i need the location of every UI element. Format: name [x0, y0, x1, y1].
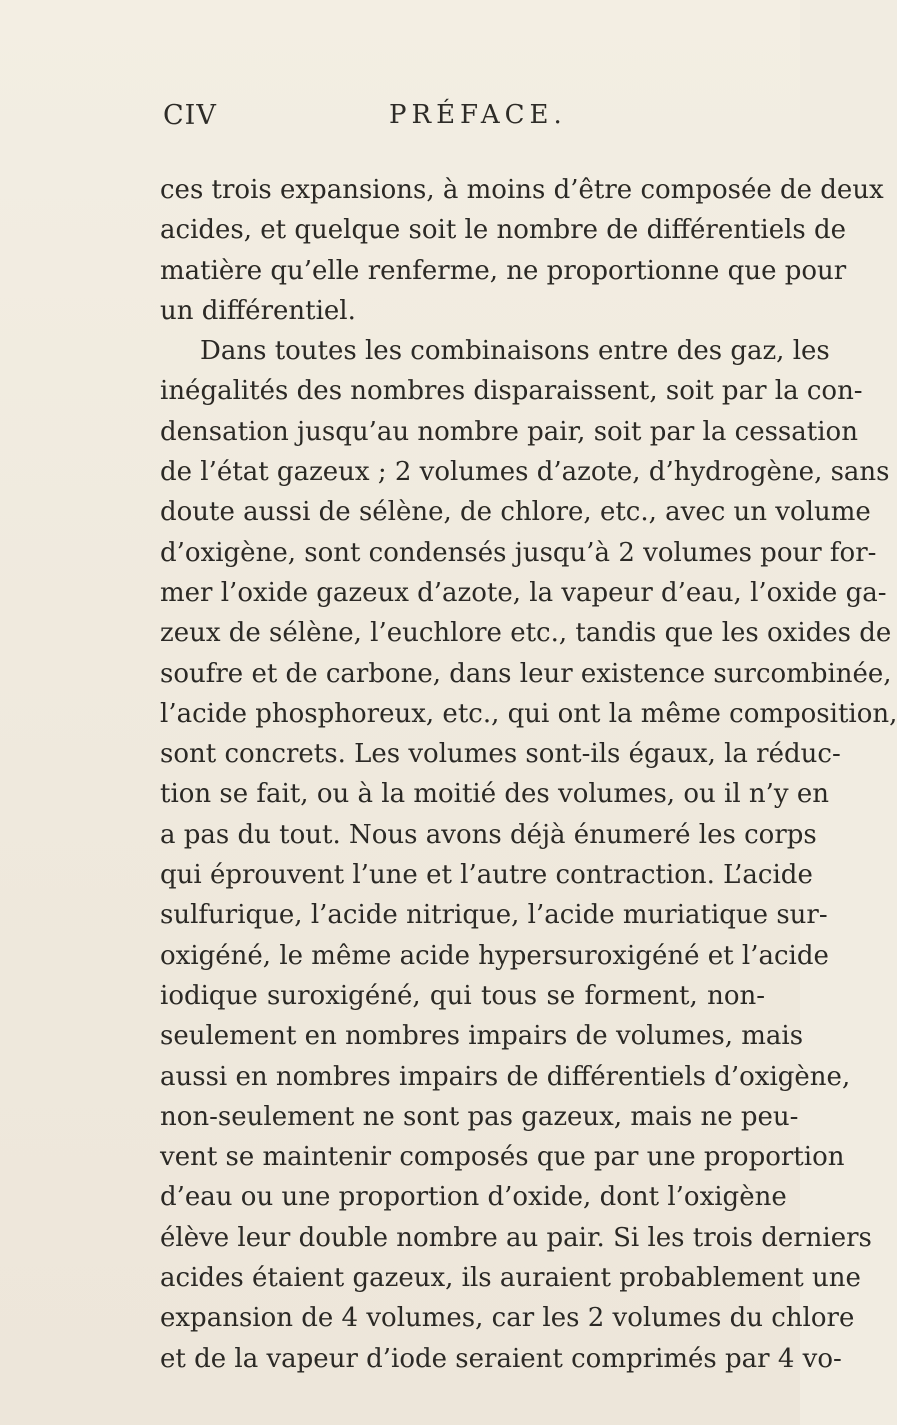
text-line: ces trois expansions, à moins d’être composée de deux: [160, 175, 884, 205]
text-line: un différentiel.: [160, 295, 356, 326]
text-line: soufre et de carbone, dans leur existence surcombinée,: [160, 658, 892, 689]
body-text: [160, 170, 897, 1379]
text-line: matière qu’elle renferme, ne proportionne que pour: [160, 255, 847, 286]
text-line: qui éprouvent l’une et l’autre contraction. L’acide: [160, 860, 813, 891]
text-line: expansion de 4 volumes, car les 2 volumes du chlore: [160, 1303, 855, 1334]
text-line: densation jusqu’au nombre pair, soit par la cessation: [160, 416, 858, 447]
text-line: d’eau ou une proportion d’oxide, dont l’oxigène: [160, 1182, 787, 1213]
text-line: acides étaient gazeux, ils auraient probablement une: [160, 1263, 861, 1294]
text-line: a pas du tout. Nous avons déjà énumeré les corps: [160, 819, 817, 850]
text-line: mer l’oxide gazeux d’azote, la vapeur d’eau, l’oxide ga-: [160, 577, 887, 608]
text-line: Dans toutes les combinaisons entre des gaz, les: [200, 336, 830, 367]
text-line: de l’état gazeux ; 2 volumes d’azote, d’hydrogène, sans: [160, 457, 890, 488]
page-number: CIV: [163, 100, 217, 131]
text-line: sont concrets. Les volumes sont-ils égaux, la réduc-: [160, 739, 841, 770]
text-line: et de la vapeur d’iode seraient comprimés par 4 vo-: [160, 1343, 842, 1374]
text-line: iodique suroxigéné, qui tous se forment, non-: [160, 980, 765, 1011]
text-line: oxigéné, le même acide hypersuroxigéné et l’acide: [160, 940, 829, 971]
text-line: acides, et quelque soit le nombre de différentiels de: [160, 215, 847, 246]
text-line: doute aussi de sélène, de chlore, etc., avec un volume: [160, 497, 871, 528]
text-line: élève leur double nombre au pair. Si les trois derniers: [160, 1222, 872, 1253]
running-title: PRÉFACE.: [389, 100, 567, 130]
text-line: sulfurique, l’acide nitrique, l’acide muriatique sur-: [160, 900, 828, 931]
text-line: non-seulement ne sont pas gazeux, mais ne peu-: [160, 1101, 799, 1132]
page-header: [163, 100, 743, 140]
text-line: tion se fait, ou à la moitié des volumes, ou il n’y en: [160, 779, 829, 810]
text-line: zeux de sélène, l’euchlore etc., tandis que les oxides de: [160, 618, 892, 649]
text-line: inégalités des nombres disparaissent, soit par la con-: [160, 376, 863, 407]
text-line: l’acide phosphoreux, etc., qui ont la même composition,: [160, 698, 897, 729]
text-line: seulement en nombres impairs de volumes, mais: [160, 1021, 804, 1052]
text-line: aussi en nombres impairs de différentiels d’oxigène,: [160, 1061, 851, 1092]
text-line: vent se maintenir composés que par une proportion: [160, 1142, 845, 1173]
text-line: d’oxigène, sont condensés jusqu’à 2 volumes pour for-: [160, 537, 877, 568]
